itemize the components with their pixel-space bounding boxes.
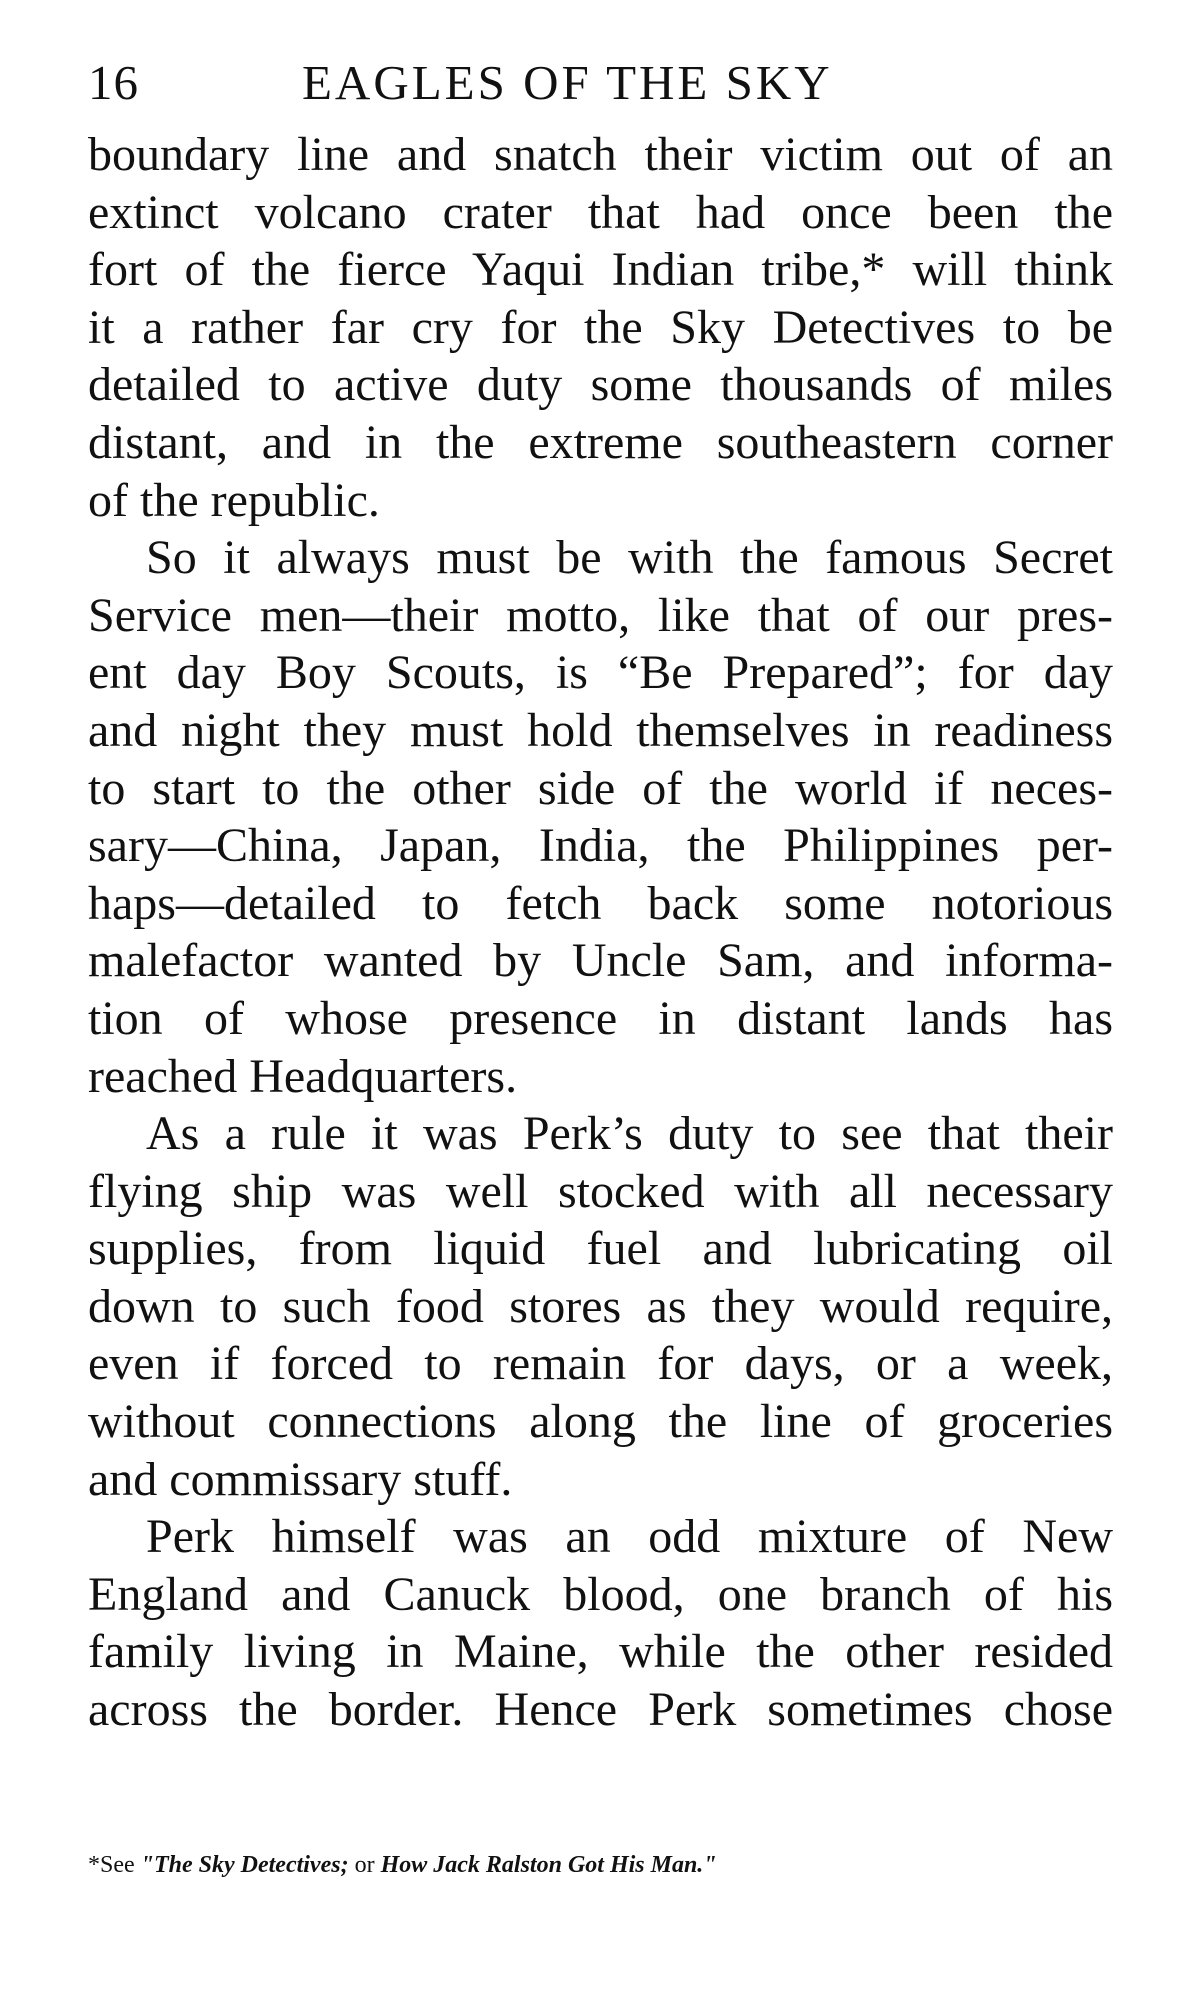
text-line: to start to the other side of the world if neces-: [88, 761, 1113, 815]
text-line: malefactor wanted by Uncle Sam, and informa-: [88, 934, 1113, 988]
text-line: it a rather far cry for the Sky Detectives to be: [88, 300, 1113, 354]
footnote-subtitle: How Jack Ralston Got His Man.": [380, 1852, 717, 1878]
text-line: reached Headquarters.: [88, 1049, 518, 1103]
page-number: 16: [88, 55, 139, 110]
text-line: ent day Boy Scouts, is “Be Prepared”; for day: [88, 646, 1113, 700]
text-line: flying ship was well stocked with all necessary: [88, 1164, 1113, 1218]
book-title: EAGLES OF THE SKY: [302, 55, 833, 110]
text-line: So it always must be with the famous Secret: [146, 531, 1113, 585]
text-line: distant, and in the extreme southeastern corner: [88, 415, 1113, 469]
text-line: even if forced to remain for days, or a week,: [88, 1337, 1113, 1391]
running-head: [88, 40, 1113, 126]
text-line: fort of the fierce Yaqui Indian tribe,* will think: [88, 243, 1113, 297]
footnote-connector: or: [348, 1852, 381, 1878]
text-line: Perk himself was an odd mixture of New: [146, 1510, 1113, 1564]
text-line: supplies, from liquid fuel and lubricating oil: [88, 1222, 1113, 1276]
text-line: England and Canuck blood, one branch of his: [88, 1567, 1113, 1621]
text-line: and night they must hold themselves in readiness: [88, 703, 1113, 757]
text-line: tion of whose presence in distant lands has: [88, 991, 1113, 1045]
text-line: extinct volcano crater that had once been the: [88, 185, 1113, 239]
text-line: haps—detailed to fetch back some notorious: [88, 876, 1113, 930]
book-page: [88, 40, 1113, 1980]
footnote-prefix: *See: [88, 1852, 141, 1878]
text-line: sary—China, Japan, India, the Philippines per-: [88, 819, 1113, 873]
text-line: across the border. Hence Perk sometimes chose: [88, 1683, 1113, 1737]
footnote-title: "The Sky Detectives;: [140, 1852, 349, 1878]
text-line: and commissary stuff.: [88, 1452, 513, 1506]
text-line: of the republic.: [88, 473, 380, 527]
text-line: Service men—their motto, like that of our pres-: [88, 588, 1113, 642]
text-line: As a rule it was Perk’s duty to see that their: [146, 1107, 1113, 1161]
text-line: detailed to active duty some thousands of miles: [88, 358, 1113, 412]
footnote: [88, 1845, 717, 1885]
text-line: without connections along the line of groceries: [88, 1395, 1113, 1449]
body-text: [88, 126, 1113, 1739]
text-line: boundary line and snatch their victim out of an: [88, 128, 1113, 181]
text-line: down to such food stores as they would require,: [88, 1279, 1113, 1333]
text-line: family living in Maine, while the other resided: [88, 1625, 1113, 1679]
